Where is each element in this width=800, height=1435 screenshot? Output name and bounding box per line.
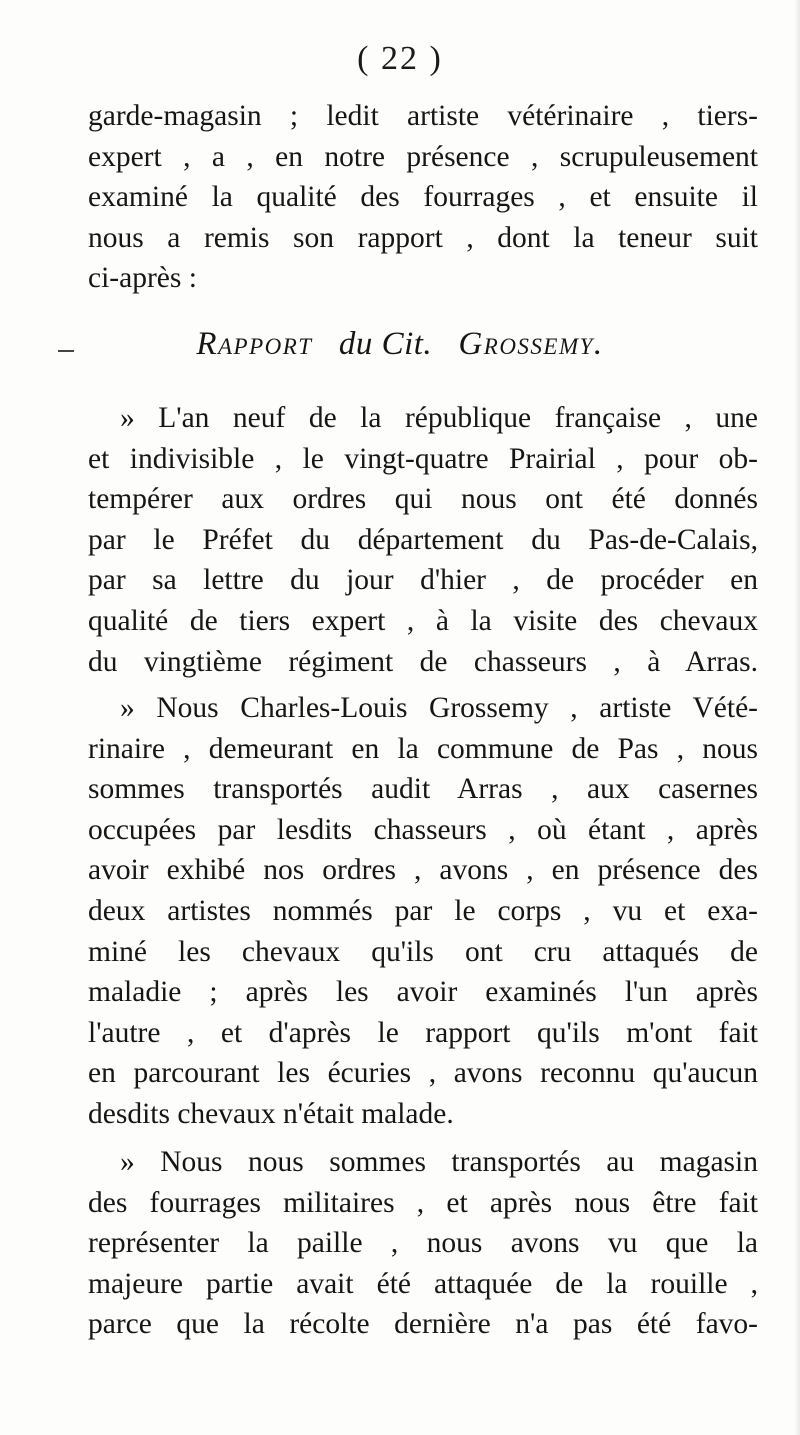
text-line: des fourrages militaires , et après nous être fait [88, 1186, 758, 1219]
text-line: desdits chevaux n'était malade. [88, 1097, 454, 1130]
paragraph-continuation [88, 96, 758, 299]
paragraph-grossemy [88, 688, 758, 1135]
text-line: par sa lettre du jour d'hier , de procéder en [88, 564, 758, 597]
text-line: » Nous Charles-Louis Grossemy , artiste Vété- [120, 692, 758, 724]
paragraph-an-neuf [88, 398, 758, 682]
text-line: deux artistes nommés par le corps , vu et exa- [88, 894, 758, 927]
text-line: et indivisible , le vingt-quatre Prairial , pour ob- [88, 442, 758, 475]
text-line: rinaire , demeurant en la commune de Pas , nous [88, 732, 758, 765]
page-number: ( 22 ) [357, 40, 443, 77]
text-line: occupées par lesdits chasseurs , où étant , après [88, 813, 758, 846]
text-line: du vingtième régiment de chasseurs , à Arras. [88, 645, 758, 678]
text-line: garde-magasin ; ledit artiste vétérinaire , tiers- [88, 100, 758, 132]
heading-grossemy: Grossemy. [458, 326, 604, 362]
heading-du-cit: du Cit. [338, 326, 433, 362]
text-line: examiné la qualité des fourrages , et ensuite il [88, 181, 758, 214]
text-line: expert , a , en notre présence , scrupuleusement [88, 140, 758, 173]
text-line: représenter la paille , nous avons vu que la [88, 1227, 758, 1260]
text-line: maladie ; après les avoir examinés l'un après [88, 976, 758, 1009]
paragraph-magasin [88, 1142, 758, 1345]
text-line: sommes transportés audit Arras , aux casernes [88, 773, 758, 806]
text-line: avoir exhibé nos ordres , avons , en présence des [88, 854, 758, 887]
text-line: » Nous nous sommes transportés au magasin [120, 1146, 758, 1178]
text-line: tempérer aux ordres qui nous ont été donnés [88, 483, 758, 516]
section-heading [0, 322, 800, 366]
text-line: majeure partie avait été attaquée de la rouille , [88, 1267, 758, 1300]
page-edge-shadow [794, 0, 800, 1435]
text-line: parce que la récolte dernière n'a pas été favo- [88, 1308, 758, 1341]
heading-rapport: Rapport [196, 326, 313, 362]
text-line: par le Préfet du département du Pas-de-Calais, [88, 523, 758, 556]
text-line: l'autre , et d'après le rapport qu'ils m'ont fait [88, 1016, 758, 1049]
text-line: nous a remis son rapport , dont la teneur suit [88, 221, 758, 254]
text-line: ci-après : [88, 262, 197, 295]
text-line: en parcourant les écuries , avons reconnu qu'aucun [88, 1057, 758, 1090]
text-line: miné les chevaux qu'ils ont cru attaqués de [88, 935, 758, 968]
text-line: » L'an neuf de la république française , une [120, 402, 758, 434]
text-line: qualité de tiers expert , à la visite des chevaux [88, 604, 758, 637]
